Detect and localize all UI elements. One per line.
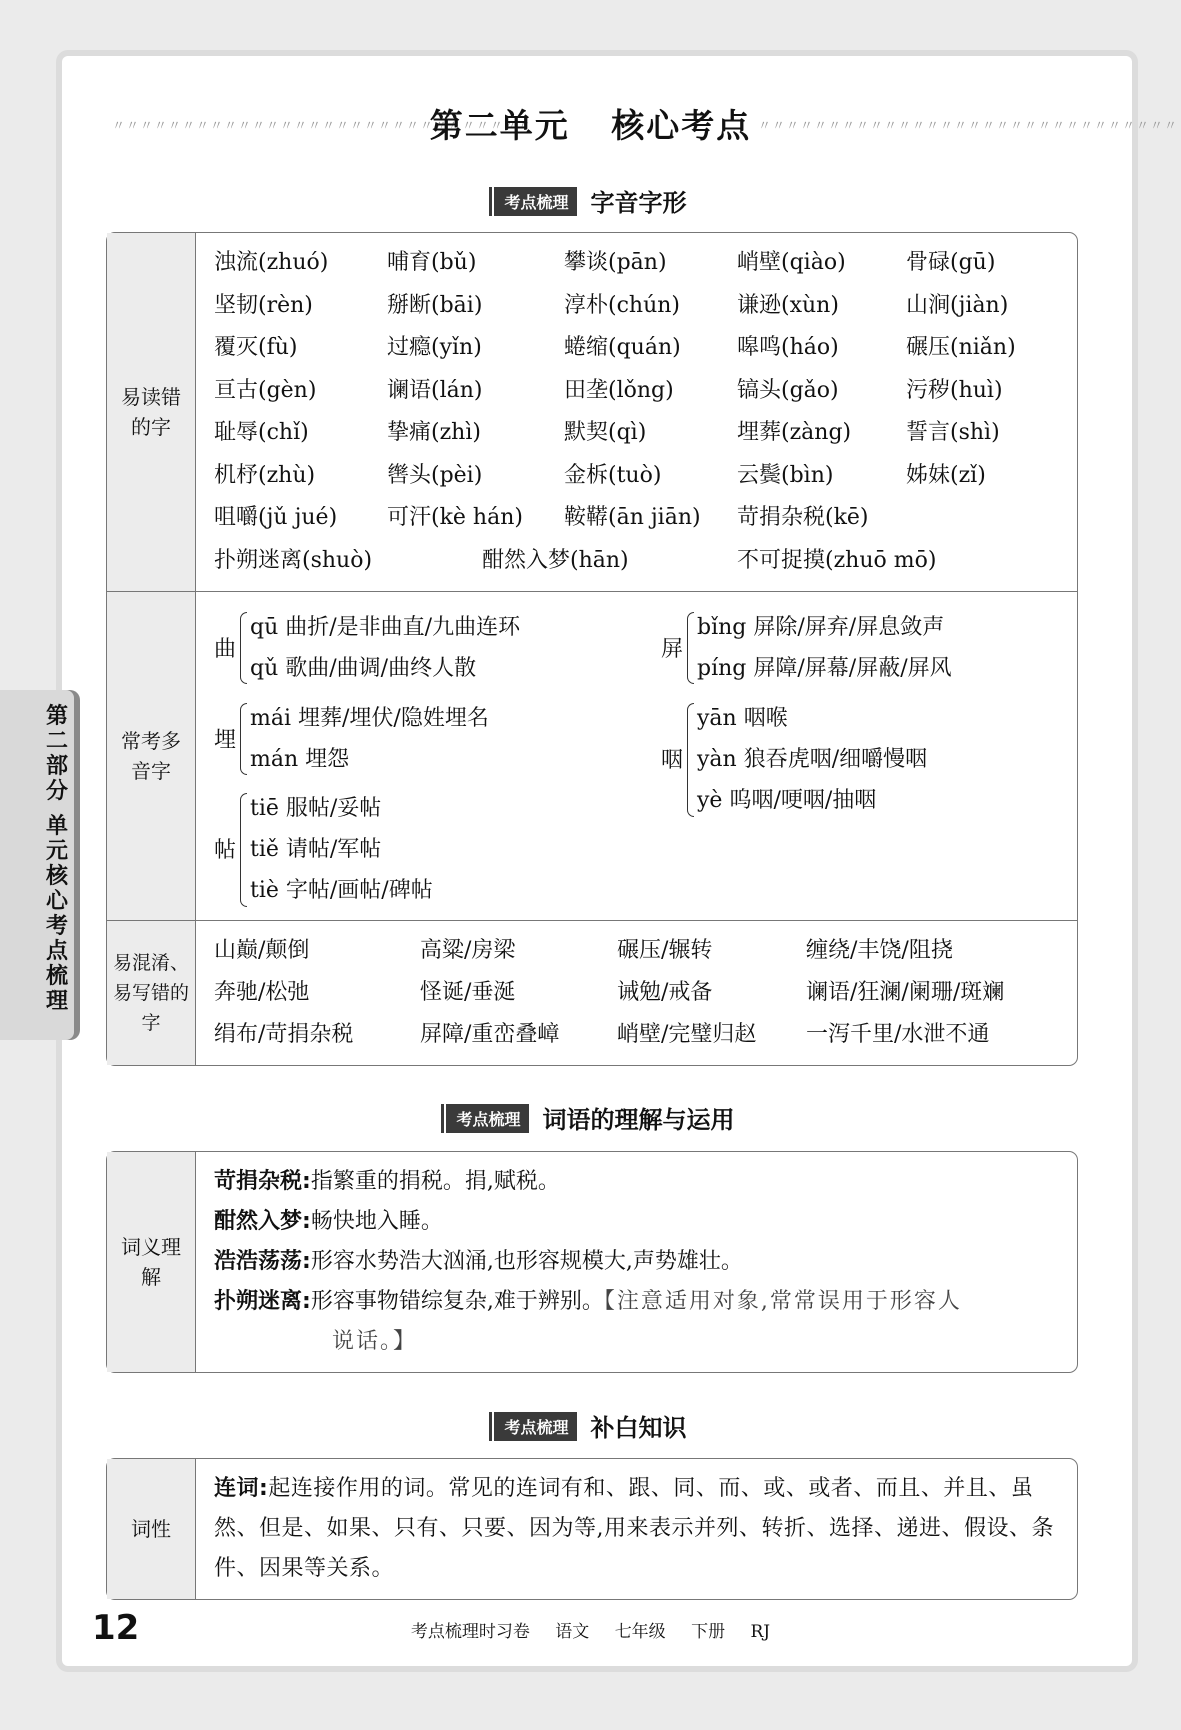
definition-item: 扑朔迷离:形容事物错综复杂,难于辨别。【注意适用对象,常常误用于形容人 (214, 1289, 962, 1314)
confusing-item: 高粱/房梁 (420, 938, 516, 963)
pronunciation-item: 蜷缩(quán) (564, 335, 681, 360)
confusing-item: 诫勉/戒备 (617, 980, 713, 1005)
pronunciation-item: 咀嚼(jǔ jué) (214, 505, 338, 530)
side-tab-chapter: 单元核心考点梳理 (45, 814, 68, 1014)
row-polyphones: 常考多音字 曲 qū 曲折/是非曲直/九曲连环 qǔ 歌曲/曲调/曲终人散 屏 bǐng 屏除/屏弃/屏息敛声 píng 屏障/屏幕/屏蔽/屏风 埋 mái 埋葬/埋伏/隐姓埋名 mán 埋怨 咽 yān 咽喉 yàn 狼吞虎咽/细嚼慢咽 yè 呜咽/哽咽/抽咽 帖 tiē 服帖/妥帖 tiě 请帖/军帖 tiè 字帖/画帖/碑帖 (107, 591, 1077, 920)
pronunciation-item: 耻辱(chǐ) (214, 420, 309, 445)
pronunciation-item: 扑朔迷离(shuò) (214, 547, 373, 573)
pronunciation-item: 坚韧(rèn) (214, 292, 313, 318)
row-label: 常考多音字 (107, 592, 196, 920)
confusing-item: 怪诞/垂涎 (420, 980, 516, 1005)
confusing-item: 峭壁/完璧归赵 (617, 1022, 757, 1047)
definition-item: 酣然入梦:畅快地入睡。 (214, 1209, 443, 1234)
section-title: 字音字形 (590, 189, 687, 217)
page-title (0, 100, 1181, 147)
page-title-unit: 第二单元 (429, 106, 570, 145)
pronunciation-item: 覆灭(fù) (214, 335, 298, 360)
row-word-meaning (107, 1152, 1077, 1372)
row-part-of-speech (107, 1459, 1077, 1599)
row-label: 易混淆、易写错的字 (107, 921, 196, 1065)
confusing-item: 绢布/苛捐杂税 (214, 1022, 354, 1047)
row-label: 词义理解 (107, 1152, 196, 1372)
pronunciation-item: 默契(qì) (564, 420, 647, 445)
pronunciation-item: 挚痛(zhì) (387, 420, 481, 445)
page-number: 12 (92, 1608, 140, 1648)
section-heading-supplement (0, 1408, 1181, 1443)
page-title-topic: 核心考点 (611, 106, 752, 145)
pronunciation-item: 金柝(tuò) (564, 462, 662, 488)
pronunciation-item: 掰断(bāi) (387, 292, 483, 318)
section-tag: 考点梳理 (446, 1104, 528, 1133)
pronunciation-item: 镐头(gǎo) (737, 377, 839, 403)
side-tab-part: 第二部分 (45, 704, 68, 804)
section-title: 补白知识 (590, 1414, 687, 1442)
pronunciation-item: 谦逊(xùn) (737, 292, 839, 318)
title-decoration-right: 〃〃〃〃〃〃〃〃〃〃〃〃〃〃〃〃〃〃〃〃〃〃〃〃〃〃〃〃〃〃 (758, 119, 1179, 134)
footer-subject: 语文 (555, 1622, 590, 1642)
pronunciation-item: 骨碌(gū) (906, 250, 996, 275)
pronunciation-item: 浊流(zhuó) (214, 250, 329, 275)
confusing-item: 山巅/颠倒 (214, 938, 310, 963)
side-tab (0, 690, 80, 1040)
confusing-item: 碾压/辗转 (617, 938, 713, 963)
confusing-item: 一泻千里/水泄不通 (806, 1022, 990, 1047)
confusing-item: 奔驰/松弛 (214, 980, 310, 1005)
confusing-item: 屏障/重峦叠嶂 (420, 1022, 560, 1047)
cixing-line: 连词:起连接作用的词。常见的连词有和、跟、同、而、或、或者、而且、并且、虽 (214, 1476, 1034, 1501)
pronunciation-table (106, 232, 1078, 1066)
cixing-line: 然、但是、如果、只有、只要、因为等,用来表示并列、转折、选择、递进、假设、条 (214, 1516, 1054, 1541)
pronunciation-item: 不可捉摸(zhuō mō) (737, 547, 937, 573)
pronunciation-item: 山涧(jiàn) (906, 292, 1009, 318)
pronunciation-item: 亘古(gèn) (214, 377, 317, 403)
pronunciation-item: 峭壁(qiào) (737, 250, 846, 275)
pronunciation-item: 可汗(kè hán) (387, 505, 523, 530)
pronunciation-item: 谰语(lán) (387, 377, 483, 403)
pronunciation-item: 誓言(shì) (906, 420, 1000, 445)
pronunciation-item: 机杼(zhù) (214, 462, 316, 488)
footer-volume: 下册 (691, 1622, 726, 1642)
definition-item: 苛捐杂税:指繁重的捐税。捐,赋税。 (214, 1169, 560, 1194)
part-of-speech-table (106, 1458, 1078, 1600)
definition-item: 浩浩荡荡:形容水势浩大汹涌,也形容规模大,声势雄壮。 (214, 1249, 743, 1274)
section-tag: 考点梳理 (494, 1412, 576, 1441)
section-title: 词语的理解与运用 (542, 1106, 735, 1134)
pronunciation-item: 埋葬(zàng) (737, 420, 852, 445)
row-label: 词性 (107, 1459, 196, 1599)
pronunciation-item: 污秽(huì) (906, 377, 1003, 403)
pronunciation-item: 淳朴(chún) (564, 292, 680, 318)
pronunciation-item: 云鬓(bìn) (737, 462, 834, 488)
pronunciation-item: 辔头(pèi) (387, 462, 483, 488)
pronunciation-item: 姊妹(zǐ) (906, 462, 986, 488)
footer-book: 考点梳理时习卷 (410, 1622, 530, 1642)
title-decoration-left: 〃〃〃〃〃〃〃〃〃〃〃〃〃〃〃〃〃〃〃〃〃〃〃〃〃〃〃〃〃〃 (112, 119, 533, 134)
page-footer (0, 1617, 1181, 1642)
pronunciation-item: 鞍鞯(ān jiān) (564, 505, 701, 530)
definition-note-continued: 说话。】 (332, 1329, 418, 1354)
footer-edition: RJ (750, 1622, 771, 1642)
pronunciation-item: 嗥鸣(háo) (737, 335, 839, 360)
pronunciation-item: 攀谈(pān) (564, 250, 667, 275)
pronunciation-item: 酣然入梦(hān) (482, 547, 629, 573)
cixing-line: 件、因果等关系。 (214, 1556, 395, 1581)
section-heading-vocabulary (0, 1100, 1181, 1135)
pronunciation-item: 碾压(niǎn) (906, 335, 1016, 360)
confusing-item: 缠绕/丰饶/阻挠 (806, 938, 953, 963)
row-easily-misread (107, 233, 1077, 591)
row-label: 易读错的字 (107, 233, 196, 591)
vocabulary-table (106, 1151, 1078, 1373)
confusing-item: 谰语/狂澜/阑珊/斑斓 (806, 980, 1005, 1005)
pronunciation-item: 过瘾(yǐn) (387, 335, 482, 360)
row-confusing-chars (107, 920, 1077, 1065)
footer-grade: 七年级 (614, 1622, 666, 1642)
pronunciation-item: 苛捐杂税(kē) (737, 505, 869, 530)
section-heading-pronunciation (0, 183, 1181, 218)
pronunciation-item: 田垄(lǒng) (564, 377, 674, 403)
pronunciation-item: 哺育(bǔ) (387, 250, 477, 275)
section-tag: 考点梳理 (494, 187, 576, 216)
